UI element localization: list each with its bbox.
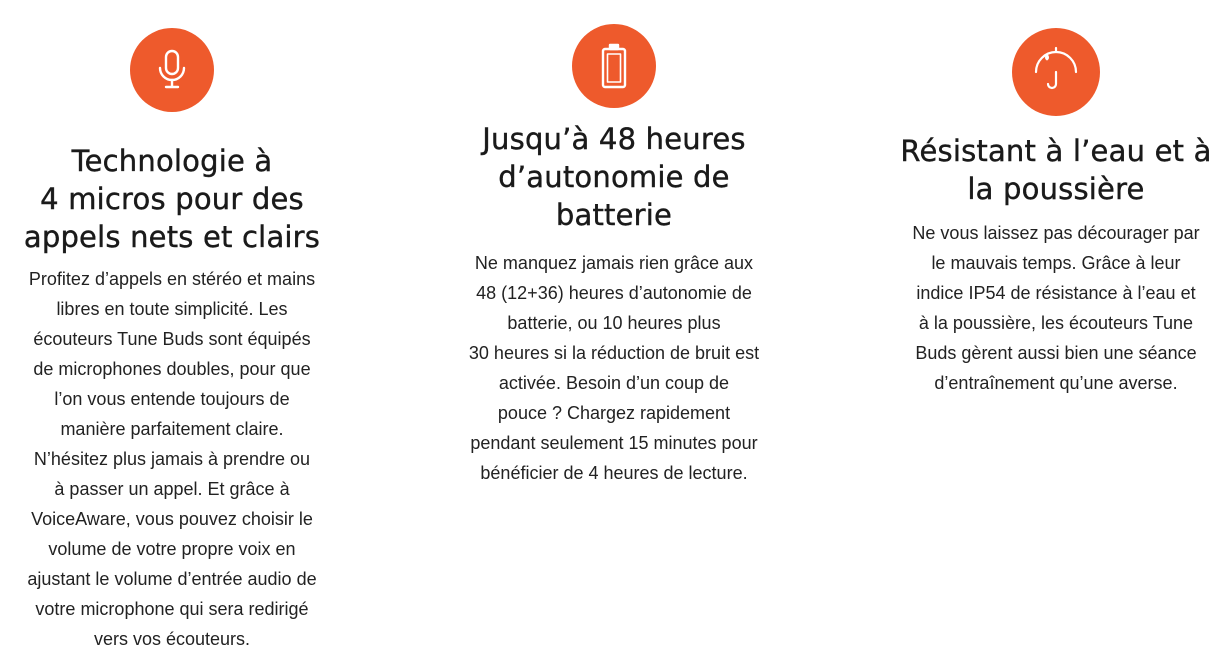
description-line: VoiceAware, vous pouvez choisir le bbox=[31, 509, 313, 529]
umbrella-rain-icon bbox=[1012, 28, 1100, 116]
feature-title bbox=[6, 142, 338, 256]
feature-water-resistance bbox=[888, 24, 1224, 398]
description-line: volume de votre propre voix en bbox=[48, 539, 296, 559]
feature-title-line: 4 micros pour des bbox=[40, 182, 304, 216]
description-line: libres en toute simplicité. Les bbox=[56, 299, 288, 319]
description-line: de microphones doubles, pour que bbox=[33, 359, 311, 379]
description-line: ajustant le volume d’entrée audio de bbox=[27, 569, 317, 589]
description-line: le mauvais temps. Grâce à leur bbox=[931, 253, 1181, 273]
description-line: Profitez d’appels en stéréo et mains bbox=[28, 269, 316, 289]
description-line: à passer un appel. Et grâce à bbox=[54, 479, 290, 499]
description-line: Ne manquez jamais rien grâce aux bbox=[474, 253, 754, 273]
description-line: N’hésitez plus jamais à prendre ou bbox=[33, 449, 311, 469]
feature-title-line: Résistant à l’eau et à bbox=[900, 134, 1212, 168]
description-line: bénéficier de 4 heures de lecture. bbox=[480, 463, 748, 483]
feature-title bbox=[888, 132, 1224, 208]
description-line: votre microphone qui sera redirigé bbox=[35, 599, 309, 619]
feature-title-line: appels nets et clairs bbox=[23, 220, 321, 254]
description-line: l’on vous entende toujours de bbox=[54, 389, 290, 409]
description-line: écouteurs Tune Buds sont équipés bbox=[33, 329, 311, 349]
description-line: d’entraînement qu’une averse. bbox=[934, 373, 1178, 393]
description-line: activée. Besoin d’un coup de bbox=[498, 373, 730, 393]
description-line: 30 heures si la réduction de bruit est bbox=[468, 343, 760, 363]
feature-title bbox=[446, 120, 782, 234]
feature-description bbox=[6, 264, 338, 654]
description-line: Buds gèrent aussi bien une séance bbox=[915, 343, 1197, 363]
description-line: pendant seulement 15 minutes pour bbox=[470, 433, 758, 453]
description-line: indice IP54 de résistance à l’eau et bbox=[916, 283, 1196, 303]
feature-title-line: batterie bbox=[555, 198, 673, 232]
feature-title-line: Technologie à bbox=[71, 144, 273, 178]
description-line: pouce ? Chargez rapidement bbox=[497, 403, 731, 423]
description-line: vers vos écouteurs. bbox=[93, 629, 251, 649]
description-line: 48 (12+36) heures d’autonomie de bbox=[476, 283, 752, 303]
battery-icon bbox=[572, 24, 656, 108]
feature-description bbox=[446, 248, 782, 488]
microphone-icon bbox=[130, 28, 214, 112]
feature-description bbox=[888, 218, 1224, 398]
description-line: batterie, ou 10 heures plus bbox=[507, 313, 721, 333]
feature-mics bbox=[6, 24, 338, 654]
feature-title-line: Jusqu’à 48 heures bbox=[482, 122, 746, 156]
description-line: à la poussière, les écouteurs Tune bbox=[918, 313, 1194, 333]
feature-title-line: d’autonomie de bbox=[498, 160, 730, 194]
feature-battery bbox=[446, 24, 782, 488]
description-line: Ne vous laissez pas décourager par bbox=[912, 223, 1200, 243]
description-line: manière parfaitement claire. bbox=[60, 419, 284, 439]
feature-title-line: la poussière bbox=[967, 172, 1145, 206]
